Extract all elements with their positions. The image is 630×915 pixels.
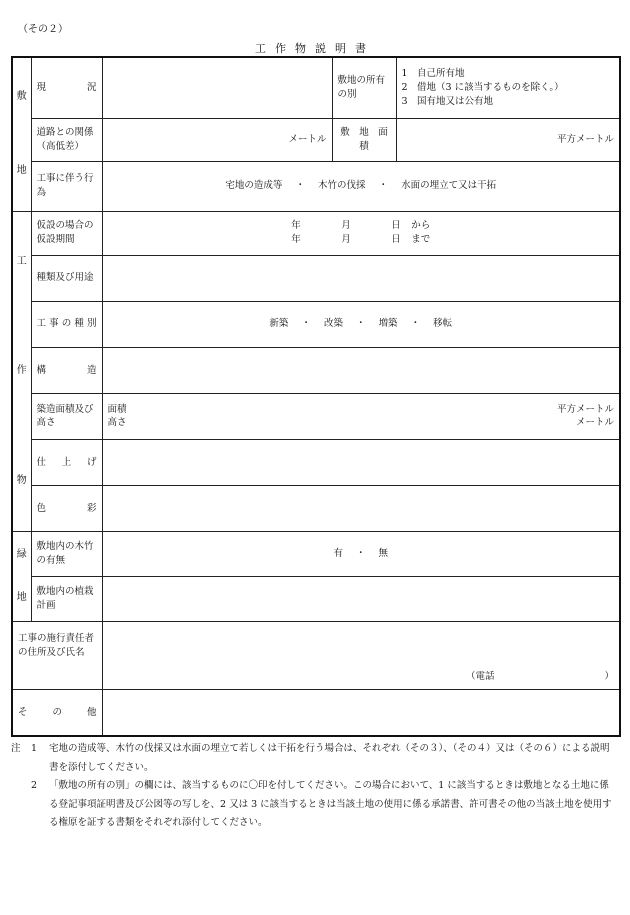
type-use-field[interactable]: [102, 255, 620, 301]
work-type-options[interactable]: 新築 ・ 改築 ・ 増築 ・ 移転: [102, 301, 620, 347]
other-field[interactable]: [102, 690, 620, 736]
responsible-label: 工事の施行責任者の住所及び氏名: [12, 622, 102, 690]
ownership-option-own[interactable]: 1 自己所有地: [401, 68, 465, 80]
notes-prefix: 注: [11, 743, 21, 754]
color-label: 色 彩: [31, 486, 102, 532]
notes: [11, 740, 617, 833]
trees-no[interactable]: 無: [378, 548, 389, 560]
construction-acts-options[interactable]: 宅地の造成等 ・ 木竹の伐採 ・ 水面の埋立て又は干拓: [102, 161, 620, 211]
site-area-label: 敷 地 面 積: [332, 118, 396, 161]
area-height-field[interactable]: 面積 平方メートル 高さ メートル: [102, 393, 620, 439]
current-status-label: 現 況: [31, 57, 102, 118]
ownership-option-public[interactable]: 3 国有地又は公有地: [401, 95, 494, 107]
work-type-rebuild[interactable]: 改築: [323, 318, 343, 330]
planting-label: 敷地内の植栽計画: [31, 577, 102, 622]
meter-unit: メートル: [288, 133, 327, 145]
temp-period-label: 仮設の場合の仮設期間: [31, 211, 102, 255]
structure-description-form: [11, 56, 621, 737]
phone-label: （電話: [465, 670, 495, 682]
structure-label: 構 造: [31, 347, 102, 393]
color-field[interactable]: [102, 486, 620, 532]
site-area-field[interactable]: [396, 118, 620, 161]
temp-period-field[interactable]: 年 月 日 から 年 月 日 まで: [102, 211, 620, 255]
section-site: 敷 地: [12, 57, 31, 211]
current-status-field[interactable]: [102, 57, 332, 118]
ownership-label: 敷地の所有の別: [332, 57, 396, 118]
finish-field[interactable]: [102, 440, 620, 486]
structure-field[interactable]: [102, 347, 620, 393]
work-type-relocation[interactable]: 移転: [433, 318, 453, 330]
section-green: 緑 地: [12, 532, 31, 622]
road-relation-label: 道路との関係（高低差）: [31, 118, 102, 161]
finish-label: 仕 上 げ: [31, 440, 102, 486]
part-number: （その２）: [18, 24, 68, 35]
page-title: 工作物説明書: [255, 42, 375, 55]
phone-field[interactable]: [494, 670, 604, 684]
ownership-options[interactable]: [396, 57, 620, 118]
trees-yes[interactable]: 有: [333, 548, 343, 560]
trees-label: 敷地内の木竹の有無: [31, 532, 102, 577]
note-2: 2 「敷地の所有の別」の欄には、該当するものに〇印を付してください。この場合において、1 に該当するときは敷地となる土地に係る登記事項証明書及び公図等の写しを、2 又は 3 に該当するときは当該土地の使用に係る承諾書、許可書その他の当該土地を使用する権原を証する書類をそれぞれ添付してください。: [31, 780, 612, 829]
act-land-development[interactable]: 宅地の造成等: [225, 180, 283, 192]
act-tree-cutting[interactable]: 木竹の伐採: [317, 180, 366, 192]
work-type-extension[interactable]: 増築: [378, 318, 398, 330]
work-type-label: 工事の種別: [31, 301, 102, 347]
sqm-unit: 平方メートル: [556, 133, 614, 145]
work-type-new[interactable]: 新築: [269, 318, 289, 330]
area-height-label: 築造面積及び高さ: [31, 393, 102, 439]
construction-acts-label: 工事に伴う行為: [31, 161, 102, 211]
trees-options[interactable]: 有 ・ 無: [102, 532, 620, 577]
note-1: 注 1 宅地の造成等、木竹の伐採又は水面の埋立て若しくは干拓を行う場合は、それぞれ（その３）、（その４）又は（その６）による説明書を添付してください。: [11, 740, 617, 777]
ownership-option-leased[interactable]: 2 借地（3 に該当するものを除く。）: [401, 81, 564, 93]
other-label: そ の 他: [12, 690, 102, 736]
responsible-field[interactable]: （電話 ）: [102, 622, 620, 690]
type-use-label: 種類及び用途: [31, 255, 102, 301]
planting-field[interactable]: [102, 577, 620, 622]
road-relation-field[interactable]: [102, 118, 332, 161]
section-structure: 工 作 物: [12, 211, 31, 531]
act-land-reclamation[interactable]: 水面の埋立て又は干拓: [401, 180, 497, 192]
